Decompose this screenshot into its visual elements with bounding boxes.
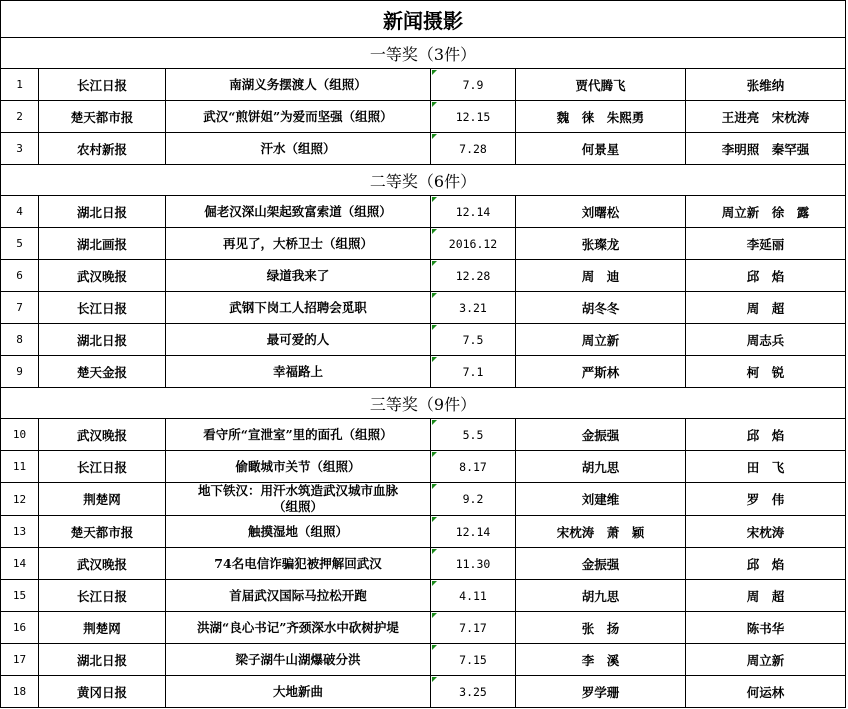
cell-marker-icon [432,261,437,266]
cell-marker-icon [432,197,437,202]
work-title-cell: 看守所“宣泄室”里的面孔（组照） [166,419,431,451]
work-title-cell: 武钢下岗工人招聘会觅职 [166,292,431,324]
editor-cell: 柯 锐 [686,356,846,388]
work-title-cell: 偷瞰城市关节（组照） [166,451,431,483]
section-heading: 二等奖（6件） [1,165,846,196]
row-number-cell: 9 [1,356,39,388]
author-cell: 魏 徕 朱熙勇 [516,101,686,133]
work-title-cell: 幸福路上 [166,356,431,388]
editor-cell: 邱 焰 [686,419,846,451]
table-row [1,548,846,580]
row-number-cell: 1 [1,69,39,101]
editor-cell: 李明照 秦罕强 [686,133,846,165]
row-number-cell: 4 [1,196,39,228]
author-cell: 何景星 [516,133,686,165]
author-cell: 张璨龙 [516,228,686,260]
outlet-cell: 武汉晚报 [39,260,166,292]
author-cell: 胡九思 [516,451,686,483]
publish-date-text: 12.14 [455,524,491,539]
row-number-cell: 14 [1,548,39,580]
outlet-cell: 湖北日报 [39,324,166,356]
work-title-cell: 绿道我来了 [166,260,431,292]
publish-date-cell [431,451,516,483]
author-cell: 宋枕涛 萧 颖 [516,516,686,548]
author-cell: 李 溪 [516,644,686,676]
publish-date-cell [431,356,516,388]
publish-date-text: 11.30 [455,556,491,571]
page-title: 新闻摄影 [1,1,846,38]
cell-marker-icon [432,357,437,362]
author-cell: 刘建维 [516,483,686,516]
row-number-cell: 18 [1,676,39,708]
editor-cell: 周 超 [686,292,846,324]
publish-date-cell [431,133,516,165]
publish-date-cell [431,483,516,516]
table-row [1,451,846,483]
publish-date-text: 7.9 [462,77,484,92]
editor-cell: 罗 伟 [686,483,846,516]
row-number-cell: 12 [1,483,39,516]
row-number-cell: 11 [1,451,39,483]
table-row [1,196,846,228]
work-title-cell: 地下铁汉：用汗水筑造武汉城市血脉（组照） [166,483,431,516]
outlet-cell: 武汉晚报 [39,548,166,580]
section-heading: 一等奖（3件） [1,38,846,69]
row-number-cell: 16 [1,612,39,644]
cell-marker-icon [432,293,437,298]
author-cell: 严斯林 [516,356,686,388]
table-row [1,133,846,165]
section-heading: 三等奖（9件） [1,388,846,419]
row-number-cell: 2 [1,101,39,133]
cell-marker-icon [432,420,437,425]
outlet-cell: 长江日报 [39,451,166,483]
publish-date-text: 12.14 [455,204,491,219]
editor-cell: 何运林 [686,676,846,708]
table-row [1,419,846,451]
publish-date-text: 4.11 [459,588,487,603]
editor-cell: 张维纳 [686,69,846,101]
publish-date-cell [431,196,516,228]
editor-cell: 周志兵 [686,324,846,356]
work-title-cell: 洪湖“良心书记”齐颈深水中砍树护堤 [166,612,431,644]
row-number-cell: 15 [1,580,39,612]
editor-cell: 宋枕涛 [686,516,846,548]
cell-marker-icon [432,645,437,650]
publish-date-text: 9.2 [462,492,484,506]
section-heading-row [1,388,846,419]
cell-marker-icon [432,325,437,330]
editor-cell: 邱 焰 [686,548,846,580]
outlet-cell: 武汉晚报 [39,419,166,451]
publish-date-text: 5.5 [462,427,484,442]
publish-date-cell [431,612,516,644]
outlet-cell: 楚天金报 [39,356,166,388]
editor-cell: 李延丽 [686,228,846,260]
table-row [1,101,846,133]
cell-marker-icon [432,549,437,554]
table-row [1,69,846,101]
editor-cell: 周立新 徐 露 [686,196,846,228]
row-number-cell: 7 [1,292,39,324]
publish-date-cell [431,644,516,676]
row-number-cell: 17 [1,644,39,676]
publish-date-cell [431,69,516,101]
table-row [1,228,846,260]
outlet-cell: 湖北日报 [39,644,166,676]
outlet-cell: 农村新报 [39,133,166,165]
outlet-cell: 荆楚网 [39,612,166,644]
work-title-cell: 再见了，大桥卫士（组照） [166,228,431,260]
publish-date-cell [431,580,516,612]
author-cell: 张 扬 [516,612,686,644]
editor-cell: 周 超 [686,580,846,612]
table-row [1,516,846,548]
author-cell: 周 迪 [516,260,686,292]
publish-date-text: 2016.12 [448,236,498,251]
editor-cell: 田 飞 [686,451,846,483]
table-row [1,483,846,516]
author-cell: 刘曙松 [516,196,686,228]
row-number-cell: 5 [1,228,39,260]
cell-marker-icon [432,581,437,586]
publish-date-text: 7.17 [459,620,487,635]
cell-marker-icon [432,484,437,489]
author-cell: 贾代腾飞 [516,69,686,101]
table-row [1,292,846,324]
table-row [1,676,846,708]
table-row [1,356,846,388]
publish-date-text: 7.5 [462,332,484,347]
row-number-cell: 6 [1,260,39,292]
work-title-cell: 大地新曲 [166,676,431,708]
cell-marker-icon [432,452,437,457]
outlet-cell: 黄冈日报 [39,676,166,708]
editor-cell: 邱 焰 [686,260,846,292]
outlet-cell: 楚天都市报 [39,516,166,548]
work-title-cell: 倔老汉深山架起致富索道（组照） [166,196,431,228]
publish-date-cell [431,676,516,708]
publish-date-cell [431,419,516,451]
outlet-cell: 长江日报 [39,69,166,101]
publish-date-cell [431,101,516,133]
row-number-cell: 3 [1,133,39,165]
award-table-body [1,1,846,708]
publish-date-text: 7.28 [459,141,487,156]
author-cell: 胡冬冬 [516,292,686,324]
publish-date-text: 7.15 [459,652,487,667]
cell-marker-icon [432,134,437,139]
publish-date-cell [431,516,516,548]
publish-date-text: 3.25 [459,684,487,699]
work-title-cell: 武汉“煎饼姐”为爱而坚强（组照） [166,101,431,133]
table-row [1,580,846,612]
table-row [1,324,846,356]
cell-marker-icon [432,677,437,682]
section-heading-row [1,165,846,196]
work-title-cell: 汗水（组照） [166,133,431,165]
cell-marker-icon [432,70,437,75]
work-title-cell: 首届武汉国际马拉松开跑 [166,580,431,612]
outlet-cell: 湖北日报 [39,196,166,228]
table-row [1,644,846,676]
editor-cell: 王进亮 宋枕涛 [686,101,846,133]
cell-marker-icon [432,102,437,107]
publish-date-cell [431,260,516,292]
cell-marker-icon [432,517,437,522]
publish-date-cell [431,548,516,580]
table-row [1,260,846,292]
publish-date-text: 12.28 [455,268,491,283]
cell-marker-icon [432,229,437,234]
publish-date-cell [431,228,516,260]
author-cell: 周立新 [516,324,686,356]
work-title-cell: 梁子湖牛山湖爆破分洪 [166,644,431,676]
publish-date-text: 7.1 [462,364,484,379]
outlet-cell: 长江日报 [39,292,166,324]
publish-date-cell [431,324,516,356]
section-heading-row [1,38,846,69]
work-title-cell: 最可爱的人 [166,324,431,356]
cell-marker-icon [432,613,437,618]
outlet-cell: 长江日报 [39,580,166,612]
publish-date-text: 12.15 [455,109,491,124]
work-title-cell: 触摸湿地（组照） [166,516,431,548]
work-title-cell: 南湖义务摆渡人（组照） [166,69,431,101]
publish-date-text: 3.21 [459,300,487,315]
author-cell: 罗学珊 [516,676,686,708]
row-number-cell: 8 [1,324,39,356]
editor-cell: 陈书华 [686,612,846,644]
author-cell: 金振强 [516,548,686,580]
publish-date-cell [431,292,516,324]
work-title-cell: 74名电信诈骗犯被押解回武汉 [166,548,431,580]
editor-cell: 周立新 [686,644,846,676]
outlet-cell: 楚天都市报 [39,101,166,133]
table-row [1,612,846,644]
publish-date-text: 8.17 [459,459,487,474]
author-cell: 胡九思 [516,580,686,612]
outlet-cell: 湖北画报 [39,228,166,260]
title-row [1,1,846,38]
outlet-cell: 荆楚网 [39,483,166,516]
row-number-cell: 13 [1,516,39,548]
author-cell: 金振强 [516,419,686,451]
row-number-cell: 10 [1,419,39,451]
